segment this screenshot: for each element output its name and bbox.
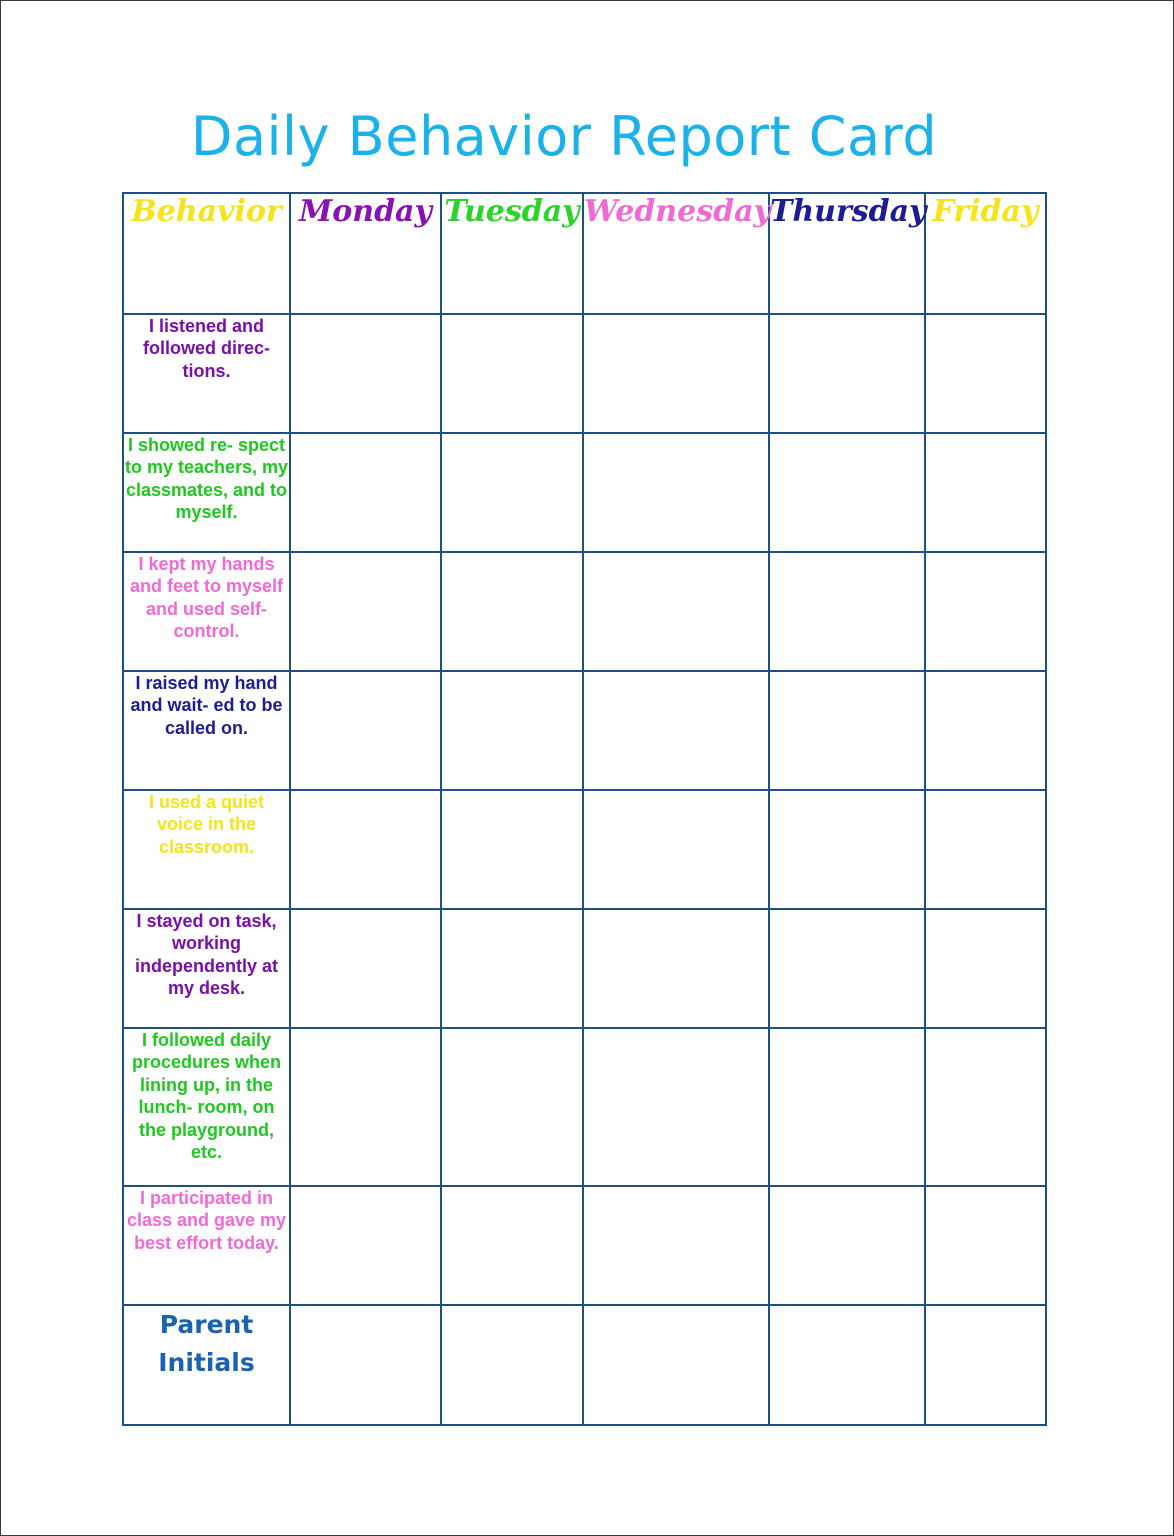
tuesday-cell[interactable] — [441, 552, 583, 671]
tuesday-cell[interactable] — [441, 790, 583, 909]
column-header-monday: Monday — [290, 193, 441, 314]
wednesday-cell[interactable] — [583, 314, 769, 433]
monday-cell[interactable] — [290, 1028, 441, 1186]
tuesday-initials-cell[interactable] — [441, 1305, 583, 1425]
wednesday-cell[interactable] — [583, 1186, 769, 1305]
tuesday-cell[interactable] — [441, 433, 583, 552]
behavior-row — [123, 552, 1046, 671]
page-title: Daily Behavior Report Card — [190, 105, 938, 168]
behavior-row — [123, 433, 1046, 552]
monday-cell[interactable] — [290, 790, 441, 909]
monday-cell[interactable] — [290, 433, 441, 552]
behavior-label: I listened and followed direc- tions. — [123, 314, 290, 433]
monday-cell[interactable] — [290, 552, 441, 671]
tuesday-cell[interactable] — [441, 1028, 583, 1186]
column-header-tuesday: Tuesday — [441, 193, 583, 314]
monday-initials-cell[interactable] — [290, 1305, 441, 1425]
behavior-label: I showed re- spect to my teachers, my classmates, and to myself. — [123, 433, 290, 552]
parent-initials-row — [123, 1305, 1046, 1425]
wednesday-initials-cell[interactable] — [583, 1305, 769, 1425]
behavior-table — [122, 192, 1047, 1426]
thursday-cell[interactable] — [769, 1028, 925, 1186]
tuesday-cell[interactable] — [441, 314, 583, 433]
wednesday-cell[interactable] — [583, 790, 769, 909]
tuesday-cell[interactable] — [441, 1186, 583, 1305]
thursday-cell[interactable] — [769, 433, 925, 552]
tuesday-cell[interactable] — [441, 671, 583, 790]
behavior-row — [123, 314, 1046, 433]
behavior-row — [123, 671, 1046, 790]
column-header-thursday: Thursday — [769, 193, 925, 314]
friday-cell[interactable] — [925, 1028, 1046, 1186]
friday-cell[interactable] — [925, 790, 1046, 909]
friday-cell[interactable] — [925, 552, 1046, 671]
monday-cell[interactable] — [290, 1186, 441, 1305]
behavior-label: I used a quiet voice in the classroom. — [123, 790, 290, 909]
wednesday-cell[interactable] — [583, 1028, 769, 1186]
thursday-cell[interactable] — [769, 1186, 925, 1305]
behavior-label: I participated in class and gave my best effort today. — [123, 1186, 290, 1305]
tuesday-cell[interactable] — [441, 909, 583, 1028]
thursday-cell[interactable] — [769, 909, 925, 1028]
behavior-row — [123, 909, 1046, 1028]
friday-cell[interactable] — [925, 314, 1046, 433]
behavior-label: I followed daily procedures when lining up, in the lunch- room, on the playground, etc. — [123, 1028, 290, 1186]
behavior-label: I stayed on task, working independently at my desk. — [123, 909, 290, 1028]
header-row — [123, 193, 1046, 314]
column-header-wednesday: Wednesday — [583, 193, 769, 314]
column-header-behavior: Behavior — [123, 193, 290, 314]
column-header-friday: Friday — [925, 193, 1046, 314]
friday-cell[interactable] — [925, 1186, 1046, 1305]
thursday-cell[interactable] — [769, 552, 925, 671]
parent-initials-label — [123, 1305, 290, 1425]
behavior-label: I kept my hands and feet to myself and used self- control. — [123, 552, 290, 671]
thursday-cell[interactable] — [769, 314, 925, 433]
thursday-initials-cell[interactable] — [769, 1305, 925, 1425]
behavior-row — [123, 790, 1046, 909]
friday-cell[interactable] — [925, 671, 1046, 790]
monday-cell[interactable] — [290, 671, 441, 790]
monday-cell[interactable] — [290, 314, 441, 433]
behavior-row — [123, 1186, 1046, 1305]
thursday-cell[interactable] — [769, 790, 925, 909]
friday-cell[interactable] — [925, 909, 1046, 1028]
wednesday-cell[interactable] — [583, 552, 769, 671]
wednesday-cell[interactable] — [583, 433, 769, 552]
parent-initials-line1: Parent — [159, 1310, 254, 1339]
wednesday-cell[interactable] — [583, 909, 769, 1028]
monday-cell[interactable] — [290, 909, 441, 1028]
behavior-label: I raised my hand and wait- ed to be called on. — [123, 671, 290, 790]
parent-initials-line2: Initials — [158, 1348, 255, 1377]
wednesday-cell[interactable] — [583, 671, 769, 790]
friday-initials-cell[interactable] — [925, 1305, 1046, 1425]
behavior-row — [123, 1028, 1046, 1186]
thursday-cell[interactable] — [769, 671, 925, 790]
friday-cell[interactable] — [925, 433, 1046, 552]
